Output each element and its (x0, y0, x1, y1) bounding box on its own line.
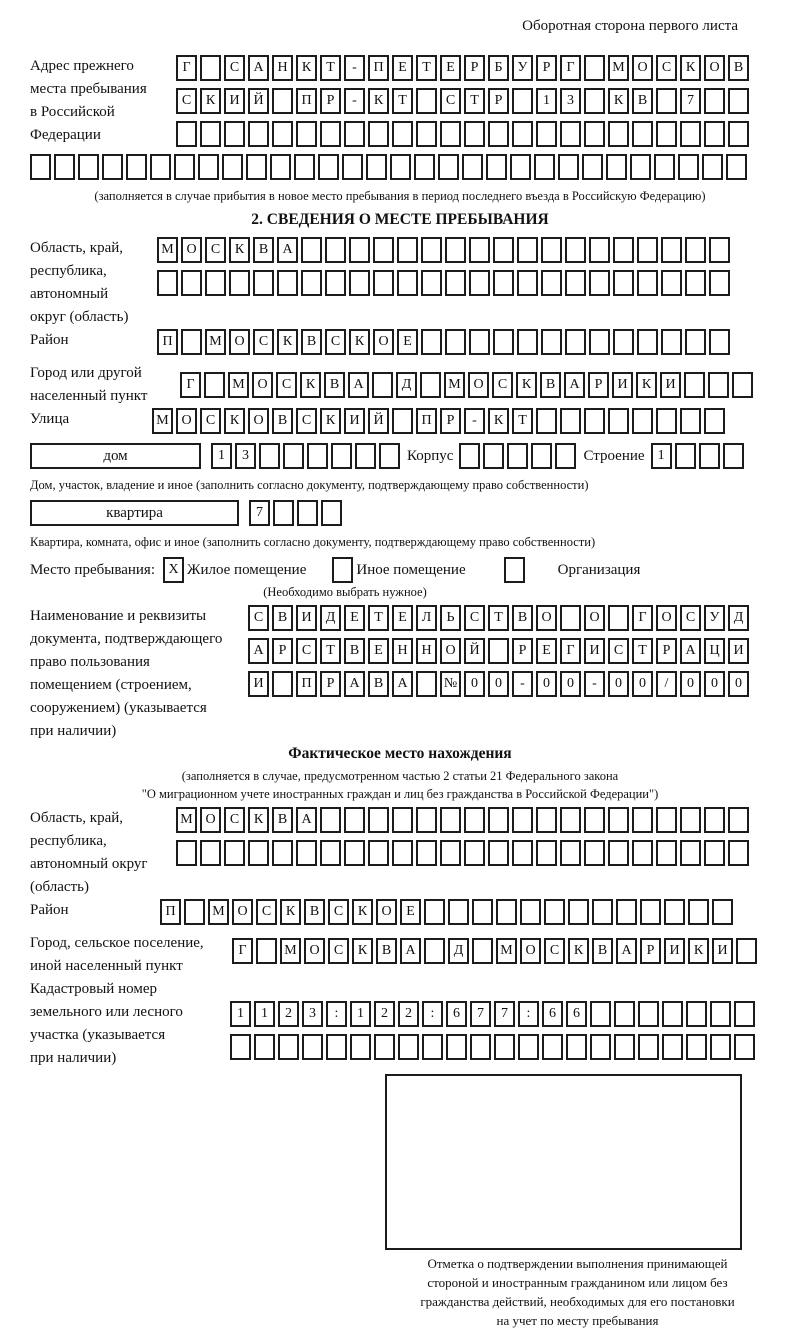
prev-address-row-2[interactable]: С К И Й П Р - К Т С Т Р 1 3 К В 7 (176, 88, 752, 114)
actual-region-label: Область, край, республика, автономный округ (область) (30, 810, 148, 895)
actual-city-row[interactable]: Г М О С К В А Д М О С К В А Р И К И (232, 938, 760, 964)
region-block (30, 237, 800, 329)
house-line (30, 443, 800, 476)
stay-type-checkbox-other[interactable] (332, 557, 356, 583)
city-row[interactable]: Г М О С К В А Д М О С К В А Р И К И (180, 372, 756, 398)
actual-district-block (30, 899, 800, 932)
cadastre-row-1[interactable]: 1 1 2 3 : 1 2 2 : 6 7 7 : 6 6 (230, 1001, 758, 1027)
ownership-document-label: Наименование и реквизиты документа, подтверждающего право пользования помещением (строением, сооружением) (указывается при наличии) (30, 608, 223, 739)
cadastre-label: Кадастровый номер земельного или лесного участка (указывается при наличии) (30, 981, 183, 1066)
region-row-2[interactable] (157, 270, 733, 296)
region-row-1[interactable]: М О С К В А (157, 237, 733, 263)
stamp-caption: Отметка о подтверждении выполнения принимающей стороной и иностранным гражданином или лицом без гражданства действий, необходимых для его постановки на учет по месту пребывания (420, 1256, 735, 1328)
stay-type-option-other-label: Иное помещение (356, 562, 466, 578)
apartment-note: Квартира, комната, офис и иное (заполнить согласно документу, подтверждающему право собственности) (30, 535, 596, 549)
stay-type-checkbox-residential[interactable]: X (163, 557, 187, 583)
apartment-line (30, 500, 800, 533)
actual-region-row-2[interactable] (176, 840, 752, 866)
house-note: Дом, участок, владение и иное (заполнить согласно документу, подтверждающему право собственности) (30, 478, 589, 492)
page-side-note: Оборотная сторона первого листа (522, 18, 738, 34)
stroenie-row[interactable]: 1 (651, 443, 747, 469)
stay-type-note: (Необходимо выбрать нужное) (263, 585, 427, 599)
section2-title: 2. СВЕДЕНИЯ О МЕСТЕ ПРЕБЫВАНИЯ (251, 211, 549, 228)
korpus-row[interactable] (459, 443, 579, 469)
district-label: Район (30, 332, 69, 348)
ownership-document-row-2[interactable]: А Р С Т В Е Н Н О Й Р Е Г И С Т Р А Ц И (248, 638, 752, 664)
prev-address-note: (заполняется в случае прибытия в новое место пребывания в период последнего въезда в Российскую Федерацию) (94, 189, 706, 203)
actual-region-block (30, 807, 800, 899)
apartment-number-row[interactable]: 7 (249, 500, 345, 526)
actual-region-row-1[interactable]: М О С К В А (176, 807, 752, 833)
stay-type-label: Место пребывания: (30, 562, 155, 578)
house-number-row[interactable]: 1 3 (211, 443, 403, 469)
cadastre-block (30, 978, 800, 1070)
actual-city-label: Город, сельское поселение, иной населенный пункт (30, 935, 204, 974)
street-row[interactable]: М О С К О В С К И Й П Р - К Т (152, 408, 728, 434)
ownership-document-row-1[interactable]: С В И Д Е Т Е Л Ь С Т В О О Г О С У Д (248, 605, 752, 631)
apartment-type-box[interactable]: квартира (30, 500, 239, 526)
district-block (30, 329, 800, 362)
stay-type-option-residential-label: Жилое помещение (187, 562, 307, 578)
cadastre-row-2[interactable] (230, 1034, 758, 1060)
stamp-box (385, 1074, 742, 1250)
district-row[interactable]: П М О С К В С К О Е (157, 329, 733, 355)
actual-location-title: Фактическое место нахождения (288, 745, 512, 762)
prev-address-row-1[interactable]: Г С А Н К Т - П Е Т Е Р Б У Р Г М О С К О В (176, 55, 752, 81)
stay-type-checkbox-organization[interactable] (504, 557, 528, 583)
actual-district-label: Район (30, 902, 69, 918)
actual-location-note-1: (заполняется в случае, предусмотренном частью 2 статьи 21 Федерального закона (181, 769, 619, 783)
stroenie-label: Строение (583, 448, 645, 464)
stay-type-option-organization-label: Организация (557, 562, 641, 578)
actual-city-block (30, 932, 800, 978)
stay-type-line (30, 557, 800, 583)
prev-address-row-4[interactable] (30, 154, 800, 180)
prev-address-label: Адрес прежнего места пребывания в Российской Федерации (30, 58, 147, 143)
street-label: Улица (30, 411, 70, 427)
stamp-area (385, 1074, 770, 1330)
prev-address-row-3[interactable] (176, 121, 752, 147)
region-label: Область, край, республика, автономный округ (область) (30, 240, 129, 325)
city-label: Город или другой населенный пункт (30, 365, 148, 404)
actual-location-note-2: "О миграционном учете иностранных граждан и лиц без гражданства в Российской Федерации") (141, 787, 659, 801)
prev-address-block (30, 55, 800, 154)
city-block (30, 362, 800, 408)
street-block (30, 408, 800, 441)
korpus-label: Корпус (407, 448, 454, 464)
ownership-document-block (30, 605, 800, 743)
house-type-box[interactable]: дом (30, 443, 201, 469)
actual-district-row[interactable]: П М О С К В С К О Е (160, 899, 736, 925)
ownership-document-row-3[interactable]: И П Р А В А № 0 0 - 0 0 - 0 0 / 0 0 0 (248, 671, 752, 697)
